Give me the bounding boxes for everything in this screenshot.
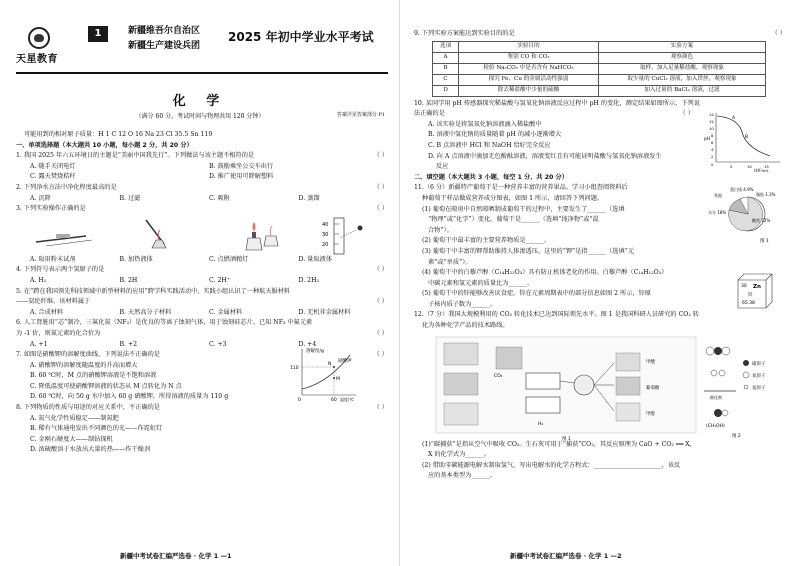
q10-xlabel: 体积/mL xyxy=(754,167,769,172)
table-row: A 鉴别 CO 和 CO₂ 观察颜色 xyxy=(433,52,766,63)
q1-stem: 1. 我国 2025 年六五环境日的主题是“美丽中国我先行”。下列做法与该主题不相符的是 （ ） xyxy=(16,152,388,160)
footer-right: 新疆中考试卷汇编严选卷 · 化学 1 —2 xyxy=(510,551,622,560)
cyl-label-20: 20 xyxy=(322,241,329,248)
footer-left: 新疆中考试卷汇编严选卷 · 化学 1 —1 xyxy=(120,551,232,560)
q2-option-b: B. 过滤 xyxy=(119,194,141,202)
heating-liquid-figure xyxy=(146,220,166,248)
q5-option-b: B. 天然高分子材料 xyxy=(119,308,172,316)
legend-hydrogen: 氢原子 xyxy=(752,385,766,391)
q10-ytick: 10 xyxy=(709,125,714,131)
q3-option-c: C. 点燃酒精灯 xyxy=(209,255,249,263)
q6-stem-1: 6. 人工肾脏用“芯”制冷，三氟化氮（NF₃）是优良的等离子蚀刻气体，用于蚀刻硅芯片。已知 NF₃ 中氟元素 xyxy=(16,319,313,327)
q9-th-option: 选项 xyxy=(433,41,459,52)
q2-option-d: D. 蒸馏 xyxy=(298,194,320,202)
q10-ytick: 0 xyxy=(711,161,714,167)
q11-line: 合物”）。 xyxy=(428,226,453,234)
q5-option-c: C. 金属材料 xyxy=(209,308,243,316)
q2-option-a: A. 沉降 xyxy=(30,194,51,202)
right-questions xyxy=(414,30,786,483)
q11-line: 子核内质子数为______。 xyxy=(428,300,497,308)
q3-lab-illustrations xyxy=(16,216,388,256)
q12-process-diagram xyxy=(414,333,786,441)
q1-option-d: D. 推广使用可降解塑料 xyxy=(209,173,274,181)
exam-title: 2025 年初中学业水平考试 xyxy=(228,30,374,44)
q5-option-d: D. 无机非金属材料 xyxy=(298,308,351,316)
q12-fig1-label: 图 1 xyxy=(562,436,571,441)
right-page xyxy=(400,0,800,566)
q10-stem-1: 10. 某同学用 pH 传感器探究稀盐酸与氢氧化钠溶液反应过程中 pH 的变化，测定结果如图所示，下列说 xyxy=(414,99,700,107)
cyl-label-40: 40 xyxy=(322,221,329,228)
q10-option-a: A. 该实验是将氢氧化钠溶液滴入稀盐酸中 xyxy=(428,120,542,128)
logo-text: 天星教育 xyxy=(16,54,58,65)
q4-stem: 4. 下列符号表示两个氢原子的是 （ ） xyxy=(16,266,388,274)
q10-option-b: B. 溶液中氢化钠的质量随着 pH 的减小逐渐增大 xyxy=(428,131,562,139)
q3-figures xyxy=(16,216,388,256)
q7-tick-0: 0 xyxy=(298,398,301,404)
q9-th-plan: 实验方案 xyxy=(598,41,765,52)
q12-line-2: 化为各种化学产品的技术路线。 xyxy=(422,322,509,330)
q8-option-d: D. 浓硫酸溶于水放出大量的热——作干燥剂 xyxy=(30,446,151,454)
electrolysis-box xyxy=(526,397,560,413)
q8-option-a: A. 氮气化学性质稳定——制氮肥 xyxy=(30,414,119,422)
q12-fig2-label: 图 2 xyxy=(732,433,741,439)
q11-line: (2) 葡萄干中最丰富的主要营养物质是______。 xyxy=(422,237,551,245)
pie-fig-label: 图 1 xyxy=(760,239,769,245)
q10-xtick: 5 xyxy=(730,163,733,169)
q4-option-c: C. 2H⁺ xyxy=(209,276,231,284)
paper-number-badge: 1 xyxy=(88,26,108,42)
q1-option-a: A. 随手关闭电灯 xyxy=(30,162,76,170)
zn-number: 30 xyxy=(741,284,747,290)
q7-option-b: B. 60 ℃时，M 点的硝酸钾溶液是不饱和溶液 xyxy=(30,372,157,380)
q12-line-1: 12.（7 分）我国大规模利用的 CO₂ 转化技术已达到国际领先水平。图 1 是我国科研人员研究的 CO₂ 转 xyxy=(414,311,699,319)
q10-ytick: 4 xyxy=(711,146,714,152)
q11-line: (1) 葡萄在晾房中自然晾晒制成葡萄干的过程中，主要发生了______（选填 xyxy=(422,205,625,213)
reactor-icon xyxy=(574,375,594,395)
table-row: B 检验 Na₂CO₃ 中是否含有 NaHCO₃ 取样，加入足量稀盐酸，观察现象 xyxy=(433,63,766,74)
atomic-masses: 可能用到的相对原子质量：H 1 C 12 O 16 Na 23 Cl 35.5 Sn 119 xyxy=(24,131,213,138)
q10-ytick: 6 xyxy=(711,139,714,145)
q12-label-ch3oh: (CH₃OH) xyxy=(706,423,725,429)
left-questions xyxy=(16,131,388,457)
q7-ylabel: 溶解度/g xyxy=(306,349,324,355)
q10-block xyxy=(414,100,786,174)
q8-stem: 8. 下列物质的性质与用途的对应关系中，不正确的是 （ ） xyxy=(16,404,388,412)
q12-label-catalyst: 催化剂 xyxy=(710,394,722,400)
solar-image xyxy=(444,403,478,425)
q11-line: (3) 葡萄干中丰富的钾帮助维持人体渗透压。这里的“钾”是指______（选填“元 xyxy=(422,247,635,255)
q10-option-c: C. B 点溶液中 HCl 和 NaOH 恰好完全反应 xyxy=(428,141,551,149)
pie-label: 糖类 72% xyxy=(752,218,771,224)
q12-label-co2: CO₂ xyxy=(494,373,503,379)
q10-point-a: A xyxy=(732,115,736,121)
q11-line: 中碳元素和氢元素的质量比为______。 xyxy=(428,279,534,287)
q11-block xyxy=(414,184,786,311)
table-row: C 探究 Fe、Cu 的金属活动性强弱 取少量的 CuCl₂ 溶液，加入铁丝，观察现象 xyxy=(433,74,766,85)
q7-xlabel: 温度/℃ xyxy=(340,397,354,403)
q3-option-d: D. 量取液体 xyxy=(298,255,332,263)
q5-stem-1: 5. 在“跨在我国领先科技领域中新型材料的应用”跨学科实践活动中，实践小组认识了一种航天服材料 xyxy=(16,287,291,295)
q7-curve-label: 硝酸钾 xyxy=(338,359,352,365)
q10-option-d-cont: 反应 xyxy=(436,163,449,171)
q10-xtick: 15 xyxy=(764,163,769,169)
q3-stem: 3. 下列实验操作正确的是 （ ） xyxy=(16,205,388,213)
q11-line: “物理”或“化学”）变化。葡萄干是______（选填“纯净物”或“混 xyxy=(428,216,599,224)
q6-option-c: C. +3 xyxy=(209,340,227,348)
q9-stem: 9. 下列实验方案能达到实验目的的是 （ ） xyxy=(414,30,786,37)
q6-option-b: B. +2 xyxy=(119,340,138,348)
q12-sub2-a: (2) 借助零碳能源电解水制取氢气，写出电解水的化学方程式：______________________，该反 xyxy=(422,461,681,469)
q12-sub1-a: (1)“碳捕获”是指从空气中吸收 CO₂。生石灰可用于“捕获”CO₂，其反应原理为 CaO + CO₂ ══ X， xyxy=(422,440,696,448)
q10-curve xyxy=(717,116,770,156)
legend-oxygen: 氧原子 xyxy=(752,373,766,379)
q4-option-d: D. 2H₂ xyxy=(298,276,319,284)
q4-option-b: B. 2H xyxy=(119,276,138,284)
q7-block xyxy=(16,351,388,404)
q9-table xyxy=(432,41,766,97)
q10-ytick: 8 xyxy=(711,132,714,138)
q5-option-a: A. 合成材料 xyxy=(30,308,64,316)
eye-icon xyxy=(358,225,363,230)
logo-emblem-icon xyxy=(28,27,50,49)
q10-ytick: 14 xyxy=(709,111,714,117)
q1-options-2 xyxy=(16,173,388,184)
q3-option-a: A. 取用粉末试剂 xyxy=(30,255,76,263)
q10-stem-2: 法正确的是 （ ） xyxy=(414,110,694,118)
q12-sub1-b: X 的化学式为______。 xyxy=(428,451,491,459)
q7-option-c: C. 降低温度可使硝酸钾溶液的状态从 M 点转化为 N 点 xyxy=(30,382,182,390)
q11-line: 11.（6 分）新疆特产葡萄干是一种营养丰富的营养果品。学习小组查阅资料后 xyxy=(414,184,628,192)
graduated-cylinder-figure xyxy=(322,218,363,254)
q10-option-d: D. 向 A 点溶液中滴加无色酚酞溶液，溶液变红且有可能证明盐酸与氢氧化钠溶液发生 xyxy=(428,152,662,160)
q7-option-d: D. 60 ℃时，向 50 g 水中加入 60 g 硝酸钾，所得溶液的质量为 110 g xyxy=(30,393,229,401)
q6-option-d: D. +4 xyxy=(298,340,317,348)
legend-carbon: 碳原子 xyxy=(752,361,766,367)
q10-ytick: 2 xyxy=(711,153,714,159)
capture-box xyxy=(526,373,560,389)
q7-y110: 110 xyxy=(290,366,299,372)
exam-header xyxy=(16,24,388,70)
q12-label-h2: H₂ xyxy=(538,421,544,427)
region-line-1: 新疆维吾尔自治区 xyxy=(128,26,201,36)
q4-option-a: A. H₂ xyxy=(30,276,47,284)
factory-image xyxy=(444,343,478,365)
cyl-label-30: 30 xyxy=(322,231,329,238)
q7-point-m: M xyxy=(336,377,340,383)
q3-option-b: B. 加热液体 xyxy=(119,255,153,263)
zn-name: 锌 xyxy=(748,293,753,299)
q11-line: (4) 葡萄干中的白藜芦醇（C₁₄H₁₂O₃）具有防止机体老化的作用。白藜芦醇（C₁₄H₁₂O₃） xyxy=(422,269,668,277)
q11-zinc-cell xyxy=(734,272,776,312)
q5-options xyxy=(16,309,388,320)
q7-solubility-chart xyxy=(288,345,362,403)
q6-stem-2: 为 -1 价，则氮元素的化合价为 （ ） xyxy=(16,329,388,337)
alcohol-lamp-figure xyxy=(246,222,278,250)
q7-tick-60: 60 xyxy=(331,398,337,404)
zn-symbol: Zn xyxy=(753,284,761,291)
plant-image xyxy=(444,373,478,395)
q1-option-c: C. 露天焚烧秸秆 xyxy=(30,173,76,181)
exam-info: （满分 60 分，考试时间与物理共用 120 分钟） xyxy=(135,113,265,120)
section2-title: 二、填空题（本大题共 3 小题，每空 1 分，共 20 分） xyxy=(414,173,568,181)
powder-tube-figure xyxy=(36,234,92,246)
header-divider xyxy=(16,72,388,74)
q12-figures xyxy=(414,333,786,441)
table-row: D 除去稀盐酸中少量的硫酸 加入过量的 BaCl₂ 溶液，过滤 xyxy=(433,85,766,96)
q2-option-c: C. 吸附 xyxy=(209,194,230,202)
q11-line: 种葡萄干样品做成营养成分图表，如图 1 所示，请回答下列问题。 xyxy=(422,194,604,202)
answer-note: 答案详见答案部分 P1 xyxy=(336,112,385,118)
q1-options xyxy=(16,163,388,174)
q6-option-a: A. +1 xyxy=(30,340,48,348)
q12-sub2-b: 应的基本类型为______。 xyxy=(428,472,497,480)
region-line-2: 新疆生产建设兵团 xyxy=(128,41,201,51)
q12-molecule-diagram xyxy=(704,347,766,439)
q7-stem: 7. 如图是硝酸钾的溶解度曲线，下列说法不正确的是 （ ） xyxy=(16,351,388,359)
q8-option-b: B. 稀有气体通电发出不同颜色的光——作霓虹灯 xyxy=(30,425,163,433)
q10-ytick: 12 xyxy=(709,118,714,124)
q12-label-glucose: 葡萄糖 xyxy=(646,385,660,391)
section1-title: 一、单项选择题（本大题共 10 小题，每小题 2 分，共 20 分） xyxy=(16,141,193,149)
q10-point-b: B xyxy=(745,134,749,140)
pie-label: 水分 18% xyxy=(708,210,727,216)
pie-label: 蛋白质 4.9% xyxy=(730,187,754,193)
q10-ph-chart xyxy=(704,110,786,172)
q3-options xyxy=(16,256,388,267)
q2-stem: 2. 下列净水方法中净化程度最高的是 （ ） xyxy=(16,183,388,191)
q2-options xyxy=(16,195,388,206)
q10-ylabel: pH xyxy=(704,136,711,142)
q5-stem-2: ——氨纶纤维。该材料属于 （ ） xyxy=(16,298,388,306)
zn-mass: 65.38 xyxy=(742,301,755,307)
q12-label-formic: 甲酸 xyxy=(646,359,655,365)
q7-point-n: N xyxy=(328,362,332,368)
q4-options xyxy=(16,277,388,288)
q1-option-b: B. 鼓励乘坐公交车出行 xyxy=(209,162,274,170)
q11-line: (5) 葡萄干中的锌能够改善厌食症。锌在元素周期表中的部分信息如图 2 所示，锌原 xyxy=(422,290,651,298)
q11-pie-chart xyxy=(708,184,784,246)
pie-label: 其他 xyxy=(714,193,722,199)
q7-option-a: A. 硝酸钾的溶解度随温度的升高而增大 xyxy=(30,361,138,369)
q12-label-methanol: 甲醇 xyxy=(646,411,655,417)
publisher-logo xyxy=(16,24,66,70)
q9-th-purpose: 实验目的 xyxy=(459,41,599,52)
q11-line: 素”或“单质”）。 xyxy=(428,258,472,266)
q8-option-c: C. 金刚石硬度大——制钻探机 xyxy=(30,435,113,443)
subject-title: 化 学 xyxy=(172,94,228,109)
q10-xtick: 10 xyxy=(747,163,752,169)
pie-label: 脂肪 1.3% xyxy=(756,192,776,198)
q9-table-header xyxy=(433,41,766,52)
